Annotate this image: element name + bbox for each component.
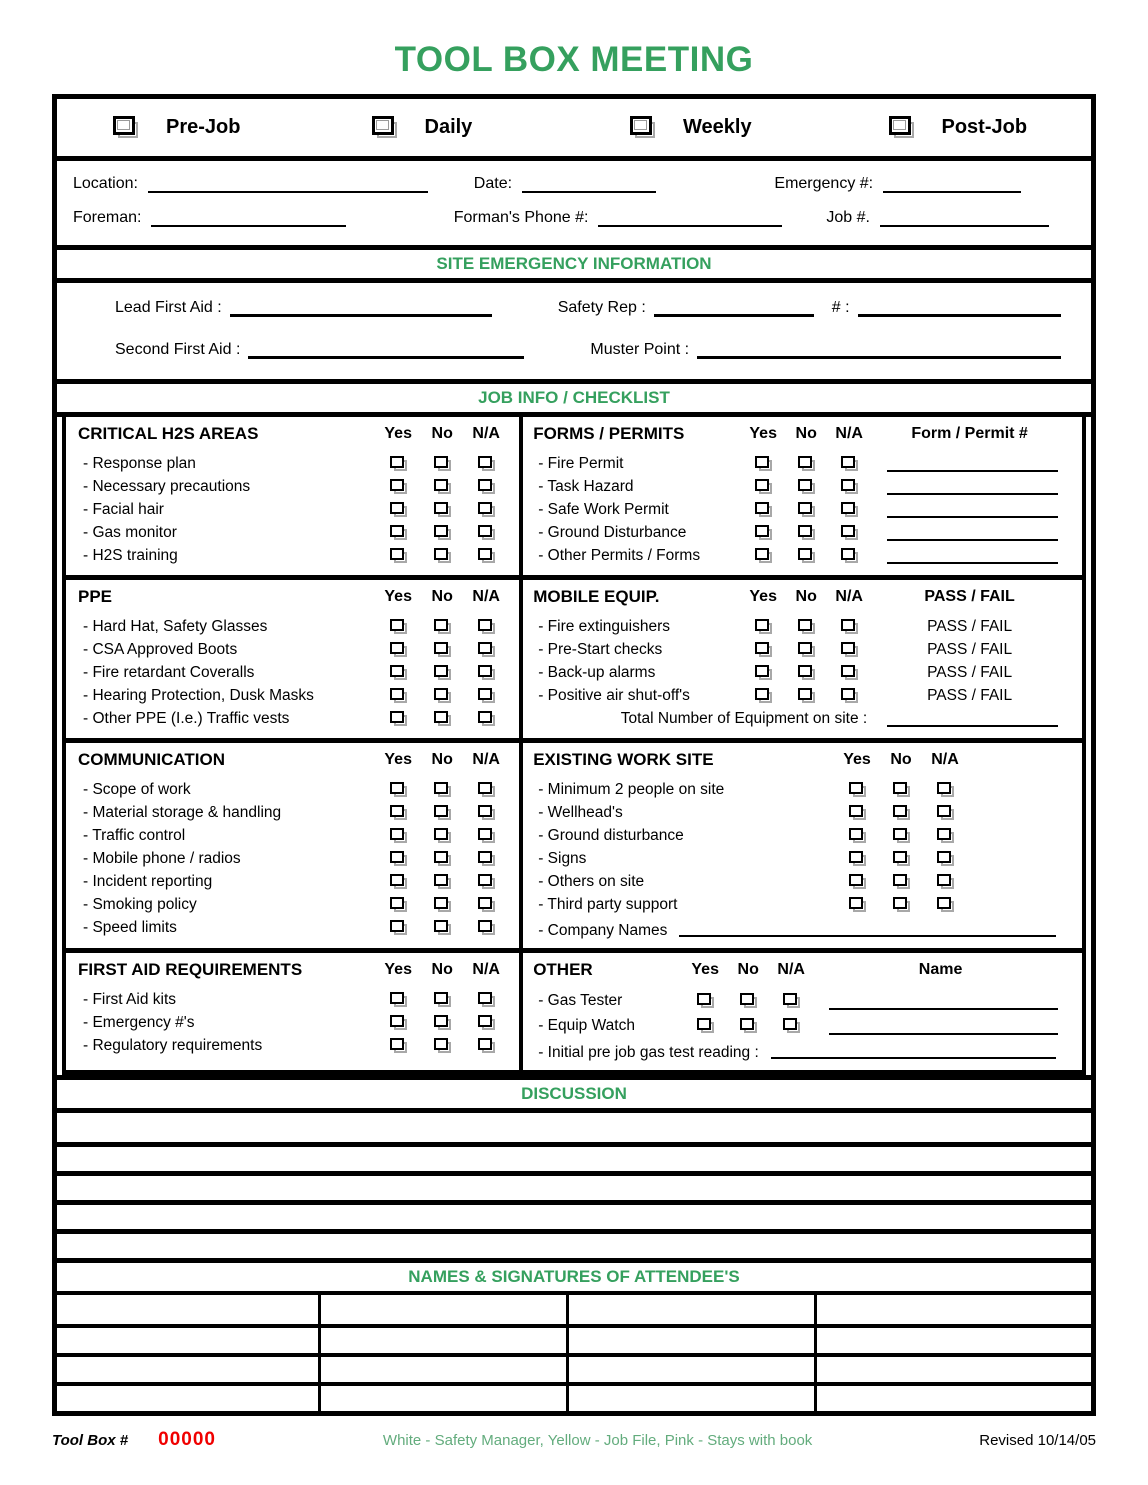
checkbox-yes[interactable] [390, 992, 407, 1007]
checkbox-yes[interactable] [755, 525, 772, 540]
checkbox-na[interactable] [478, 642, 495, 657]
checkbox-na[interactable] [478, 874, 495, 889]
checkbox-yes[interactable] [849, 874, 866, 889]
checkbox-yes[interactable] [755, 642, 772, 657]
safety-rep-field[interactable] [654, 304, 814, 317]
checkbox-no[interactable] [434, 479, 451, 494]
checklist-item: - Incident reporting [78, 870, 509, 893]
pass-fail-value: PASS / FAIL [927, 686, 1013, 704]
checklist-item: - Hard Hat, Safety Glasses [78, 615, 509, 638]
signature-cell[interactable] [817, 1295, 1091, 1324]
form-permit-number-field[interactable] [887, 527, 1058, 541]
checklist-item: - Smoking policy [78, 893, 509, 916]
checklist [62, 417, 1086, 1075]
checkbox-no[interactable] [434, 502, 451, 517]
signature-cell[interactable] [321, 1295, 569, 1324]
checkbox-na[interactable] [841, 619, 858, 634]
equipment-total-label: Total Number of Equipment on site : [620, 709, 868, 727]
checkbox-na[interactable] [841, 525, 858, 540]
checkbox-no[interactable] [434, 805, 451, 820]
weekly-label: Weekly [683, 116, 752, 138]
checkbox-no[interactable] [798, 479, 815, 494]
form-permit-number-field[interactable] [887, 481, 1058, 495]
location-label: Location: [73, 175, 138, 192]
checkbox-na[interactable] [841, 665, 858, 680]
checkbox-yes[interactable] [390, 502, 407, 517]
checkbox-no[interactable] [434, 851, 451, 866]
checklist-item: - Ground disturbance [533, 824, 1068, 847]
name-field[interactable] [829, 1021, 1058, 1035]
checkbox-yes[interactable] [755, 619, 772, 634]
discussion-line[interactable] [57, 1142, 1091, 1171]
checkbox-no[interactable] [434, 828, 451, 843]
checklist-item: - First Aid kits [78, 988, 509, 1011]
signature-cell[interactable] [321, 1328, 569, 1353]
signature-cell[interactable] [817, 1328, 1091, 1353]
location-field[interactable] [148, 181, 428, 193]
checklist-item: - Other PPE (I.e.) Traffic vests [78, 707, 509, 730]
checkbox-na[interactable] [478, 548, 495, 563]
checkbox-yes[interactable] [755, 456, 772, 471]
checklist-item: - Facial hair [78, 498, 509, 521]
daily-checkbox[interactable] [372, 116, 399, 140]
lead-first-aid-label: Lead First Aid : [115, 299, 222, 316]
checkbox-yes[interactable] [390, 456, 407, 471]
muster-point-field[interactable] [697, 346, 1061, 359]
signature-row [57, 1382, 1091, 1411]
checkbox-no[interactable] [798, 525, 815, 540]
daily-label: Daily [424, 116, 473, 138]
checkbox-no[interactable] [798, 502, 815, 517]
checkbox-na[interactable] [841, 456, 858, 471]
checklist-item: - Minimum 2 people on site [533, 778, 1068, 801]
section-existing-work-site: EXISTING WORK SITE Yes No N/A - Minimum 2 people on site - Wellhead's - Ground disturbance - Signs - Others on site - Third party support - Company Names [523, 743, 1082, 948]
site-emergency-header: SITE EMERGENCY INFORMATION [57, 250, 1091, 283]
checkbox-na[interactable] [478, 1038, 495, 1053]
checkbox-no[interactable] [434, 688, 451, 703]
weekly-checkbox[interactable] [630, 116, 657, 140]
checkbox-na[interactable] [937, 782, 954, 797]
checkbox-yes[interactable] [755, 548, 772, 563]
checklist-item: - Signs [533, 847, 1068, 870]
checkbox-no[interactable] [798, 665, 815, 680]
pass-fail-value: PASS / FAIL [927, 617, 1013, 635]
foreman-label: Foreman: [73, 209, 142, 226]
checklist-item: - Equip Watch [533, 1013, 1068, 1038]
pass-fail-value: PASS / FAIL [927, 640, 1013, 658]
date-field[interactable] [522, 181, 656, 193]
signature-cell[interactable] [57, 1386, 321, 1411]
safety-rep-number-field[interactable] [858, 304, 1061, 317]
checkbox-no[interactable] [434, 897, 451, 912]
checkbox-na[interactable] [478, 619, 495, 634]
signature-cell[interactable] [817, 1357, 1091, 1382]
checkbox-yes[interactable] [390, 920, 407, 935]
section-other: OTHER Yes No N/A Name - Gas Tester - Equip Watch - Initial pre job gas test reading : [523, 953, 1082, 1070]
job-info-block [57, 161, 1091, 250]
second-first-aid-field[interactable] [248, 346, 524, 359]
checkbox-no[interactable] [434, 665, 451, 680]
form-permit-number-field[interactable] [887, 458, 1058, 472]
lead-first-aid-field[interactable] [230, 304, 492, 317]
checkbox-no[interactable] [798, 456, 815, 471]
meeting-type-pre-job [57, 116, 316, 140]
checkbox-na[interactable] [478, 828, 495, 843]
checkbox-na[interactable] [478, 1015, 495, 1030]
checkbox-na[interactable] [937, 874, 954, 889]
checklist-item: - Gas monitor [78, 521, 509, 544]
safety-rep-number-label: # : [831, 299, 850, 316]
signature-cell[interactable] [57, 1357, 321, 1382]
checkbox-yes[interactable] [390, 1015, 407, 1030]
safety-rep-label: Safety Rep : [557, 299, 646, 316]
section-mobile-equip: MOBILE EQUIP. Yes No N/A PASS / FAIL - Fire extinguishers PASS / FAIL - Pre-Start checks PASS / FAIL - Back-up alarms PASS / FAIL - Positive air shut-off's PASS / FAIL Total Number of Equipment on site : [523, 580, 1082, 738]
checkbox-yes[interactable] [390, 479, 407, 494]
section-forms-permits: FORMS / PERMITS Yes No N/A Form / Permit # - Fire Permit - Task Hazard - Safe Work Permit - Ground Disturbance - Other Permits / Forms [523, 417, 1082, 575]
signature-cell[interactable] [569, 1328, 817, 1353]
toolbox-number-value: 00000 [158, 1429, 216, 1450]
checkbox-na[interactable] [841, 479, 858, 494]
signature-cell[interactable] [321, 1357, 569, 1382]
checkbox-na[interactable] [841, 688, 858, 703]
section-ppe: PPE Yes No N/A - Hard Hat, Safety Glasses - CSA Approved Boots - Fire retardant Coveralls - Hearing Protection, Dusk Masks - Other PPE (I.e.) Traffic vests [66, 580, 523, 738]
checklist-item: - Task Hazard [533, 475, 1068, 498]
checklist-item: - Positive air shut-off's PASS / FAIL [533, 684, 1068, 707]
checkbox-yes[interactable] [390, 874, 407, 889]
initial-gas-test-label: - Initial pre job gas test reading : [538, 1044, 759, 1061]
checkbox-yes[interactable] [849, 782, 866, 797]
checkbox-no[interactable] [893, 828, 910, 843]
meeting-type-post-job [833, 116, 1092, 140]
discussion-line[interactable] [57, 1200, 1091, 1229]
checklist-item: - Others on site [533, 870, 1068, 893]
checkbox-na[interactable] [937, 828, 954, 843]
checklist-item: - Emergency #'s [78, 1011, 509, 1034]
checkbox-no[interactable] [434, 548, 451, 563]
checkbox-na[interactable] [478, 805, 495, 820]
foreman-field[interactable] [151, 215, 345, 227]
signature-cell[interactable] [57, 1295, 321, 1324]
checklist-item: - Other Permits / Forms [533, 544, 1068, 567]
checkbox-na[interactable] [478, 525, 495, 540]
signature-row [57, 1324, 1091, 1353]
pass-fail-value: PASS / FAIL [927, 663, 1013, 681]
checkbox-no[interactable] [893, 805, 910, 820]
pre-job-label: Pre-Job [166, 116, 241, 138]
checkbox-na[interactable] [478, 502, 495, 517]
second-first-aid-label: Second First Aid : [115, 341, 241, 358]
checklist-item: - Mobile phone / radios [78, 847, 509, 870]
checkbox-yes[interactable] [390, 525, 407, 540]
checkbox-na[interactable] [478, 897, 495, 912]
checkbox-na[interactable] [937, 805, 954, 820]
signature-cell[interactable] [569, 1357, 817, 1382]
checklist-item: - Third party support [533, 893, 1068, 916]
checkbox-na[interactable] [478, 782, 495, 797]
signature-cell[interactable] [569, 1386, 817, 1411]
company-names-field[interactable] [679, 925, 1056, 937]
discussion-line[interactable] [57, 1229, 1091, 1258]
initial-gas-test-field[interactable] [771, 1047, 1056, 1059]
checkbox-yes[interactable] [390, 711, 407, 726]
checkbox-na[interactable] [478, 688, 495, 703]
meeting-type-daily [316, 116, 575, 140]
signatures-header: NAMES & SIGNATURES OF ATTENDEE'S [57, 1258, 1091, 1295]
checkbox-no[interactable] [434, 992, 451, 1007]
post-job-checkbox[interactable] [889, 116, 916, 140]
checkbox-no[interactable] [798, 642, 815, 657]
checkbox-na[interactable] [478, 665, 495, 680]
checklist-item: - Response plan [78, 452, 509, 475]
checklist-item: - Back-up alarms PASS / FAIL [533, 661, 1068, 684]
checklist-item: - Fire retardant Coveralls [78, 661, 509, 684]
checklist-item: - Pre-Start checks PASS / FAIL [533, 638, 1068, 661]
copy-distribution-note: White - Safety Manager, Yellow - Job File, Pink - Stays with book [382, 1432, 813, 1449]
checklist-item: - Gas Tester [533, 988, 1068, 1013]
date-label: Date: [473, 175, 513, 192]
checkbox-no[interactable] [434, 920, 451, 935]
emergency-number-label: Emergency #: [774, 175, 874, 192]
checkbox-yes[interactable] [390, 1038, 407, 1053]
signature-cell[interactable] [817, 1386, 1091, 1411]
signature-cell[interactable] [57, 1328, 321, 1353]
meeting-type-row [57, 99, 1091, 161]
checkbox-yes[interactable] [697, 1018, 714, 1033]
job-number-field[interactable] [880, 215, 1049, 227]
checkbox-no[interactable] [434, 525, 451, 540]
company-names-label: - Company Names [538, 922, 668, 939]
form-box [52, 94, 1096, 1416]
checkbox-yes[interactable] [849, 851, 866, 866]
checkbox-no[interactable] [434, 874, 451, 889]
meeting-type-weekly [574, 116, 833, 140]
checkbox-no[interactable] [434, 1038, 451, 1053]
checkbox-yes[interactable] [390, 805, 407, 820]
post-job-label: Post-Job [941, 116, 1028, 138]
section-critical-h2s: CRITICAL H2S AREAS Yes No N/A - Response plan - Necessary precautions - Facial hair - Gas monitor - H2S training [66, 417, 523, 575]
checklist-item: - Safe Work Permit [533, 498, 1068, 521]
checklist-item: - Scope of work [78, 778, 509, 801]
muster-point-label: Muster Point : [590, 341, 690, 358]
section-communication: COMMUNICATION Yes No N/A - Scope of work - Material storage & handling - Traffic control - Mobile phone / radios - Incident reporting - Smoking policy - Speed limits [66, 743, 523, 948]
job-number-label: Job #. [826, 209, 870, 226]
checklist-item: - Ground Disturbance [533, 521, 1068, 544]
checkbox-no[interactable] [434, 1015, 451, 1030]
checkbox-no[interactable] [893, 782, 910, 797]
checkbox-na[interactable] [478, 711, 495, 726]
equipment-total-row [533, 707, 1068, 730]
checkbox-yes[interactable] [390, 897, 407, 912]
checkbox-no[interactable] [434, 642, 451, 657]
checkbox-yes[interactable] [390, 619, 407, 634]
discussion-line[interactable] [57, 1113, 1091, 1142]
checklist-item: - CSA Approved Boots [78, 638, 509, 661]
checkbox-yes[interactable] [390, 642, 407, 657]
foreman-phone-field[interactable] [598, 215, 782, 227]
checkbox-yes[interactable] [849, 897, 866, 912]
checkbox-yes[interactable] [390, 688, 407, 703]
checkbox-na[interactable] [478, 920, 495, 935]
checkbox-yes[interactable] [390, 782, 407, 797]
initial-gas-test-row [533, 1038, 1068, 1062]
checklist-item: - Hearing Protection, Dusk Masks [78, 684, 509, 707]
checkbox-na[interactable] [478, 479, 495, 494]
checkbox-yes[interactable] [697, 993, 714, 1008]
signature-grid [57, 1295, 1091, 1411]
checklist-header: JOB INFO / CHECKLIST [57, 379, 1091, 417]
checkbox-no[interactable] [798, 548, 815, 563]
signature-row [57, 1295, 1091, 1324]
checklist-item: - Speed limits [78, 916, 509, 939]
checkbox-na[interactable] [841, 642, 858, 657]
checkbox-yes[interactable] [755, 479, 772, 494]
emergency-number-field[interactable] [883, 181, 1021, 193]
checklist-item: - Fire Permit [533, 452, 1068, 475]
checkbox-yes[interactable] [755, 502, 772, 517]
signature-row [57, 1353, 1091, 1382]
name-field[interactable] [829, 996, 1058, 1010]
checkbox-yes[interactable] [755, 665, 772, 680]
checkbox-yes[interactable] [390, 548, 407, 563]
checklist-item: - Traffic control [78, 824, 509, 847]
form-permit-number-field[interactable] [887, 504, 1058, 518]
checkbox-no[interactable] [893, 851, 910, 866]
signature-cell[interactable] [321, 1386, 569, 1411]
checkbox-yes[interactable] [849, 828, 866, 843]
checkbox-yes[interactable] [755, 688, 772, 703]
checkbox-na[interactable] [937, 897, 954, 912]
foreman-phone-label: Forman's Phone #: [453, 209, 589, 226]
page-footer [52, 1429, 1096, 1451]
checklist-item: - Fire extinguishers PASS / FAIL [533, 615, 1068, 638]
form-permit-number-field[interactable] [887, 550, 1058, 564]
checklist-item: - H2S training [78, 544, 509, 567]
checkbox-na[interactable] [937, 851, 954, 866]
checkbox-yes[interactable] [849, 805, 866, 820]
equipment-total-field[interactable] [887, 713, 1058, 727]
company-names-row [533, 916, 1068, 940]
checkbox-no[interactable] [434, 619, 451, 634]
section-first-aid: FIRST AID REQUIREMENTS Yes No N/A - First Aid kits - Emergency #'s - Regulatory requirements [66, 953, 523, 1070]
checkbox-no[interactable] [740, 993, 757, 1008]
checkbox-no[interactable] [798, 688, 815, 703]
discussion-line[interactable] [57, 1171, 1091, 1200]
checkbox-na[interactable] [478, 851, 495, 866]
checkbox-no[interactable] [740, 1018, 757, 1033]
checkbox-no[interactable] [434, 711, 451, 726]
discussion-rows [57, 1113, 1091, 1258]
checklist-item: - Necessary precautions [78, 475, 509, 498]
discussion-header: DISCUSSION [57, 1075, 1091, 1113]
toolbox-number-label: Tool Box # [52, 1432, 129, 1449]
checkbox-yes[interactable] [390, 665, 407, 680]
checkbox-no[interactable] [893, 897, 910, 912]
checkbox-yes[interactable] [390, 851, 407, 866]
checklist-item: - Regulatory requirements [78, 1034, 509, 1057]
checkbox-na[interactable] [841, 548, 858, 563]
checkbox-no[interactable] [434, 456, 451, 471]
checkbox-no[interactable] [893, 874, 910, 889]
revised-date: Revised 10/14/05 [979, 1432, 1096, 1449]
checkbox-na[interactable] [478, 992, 495, 1007]
checkbox-na[interactable] [783, 1018, 800, 1033]
signature-cell[interactable] [569, 1295, 817, 1324]
pre-job-checkbox[interactable] [113, 116, 140, 140]
checklist-item: - Material storage & handling [78, 801, 509, 824]
checkbox-na[interactable] [478, 456, 495, 471]
checkbox-yes[interactable] [390, 828, 407, 843]
site-emergency-block [57, 283, 1091, 379]
checkbox-no[interactable] [798, 619, 815, 634]
checklist-item: - Wellhead's [533, 801, 1068, 824]
page-title: TOOL BOX MEETING [394, 40, 754, 79]
checkbox-na[interactable] [841, 502, 858, 517]
checkbox-na[interactable] [783, 993, 800, 1008]
checkbox-no[interactable] [434, 782, 451, 797]
